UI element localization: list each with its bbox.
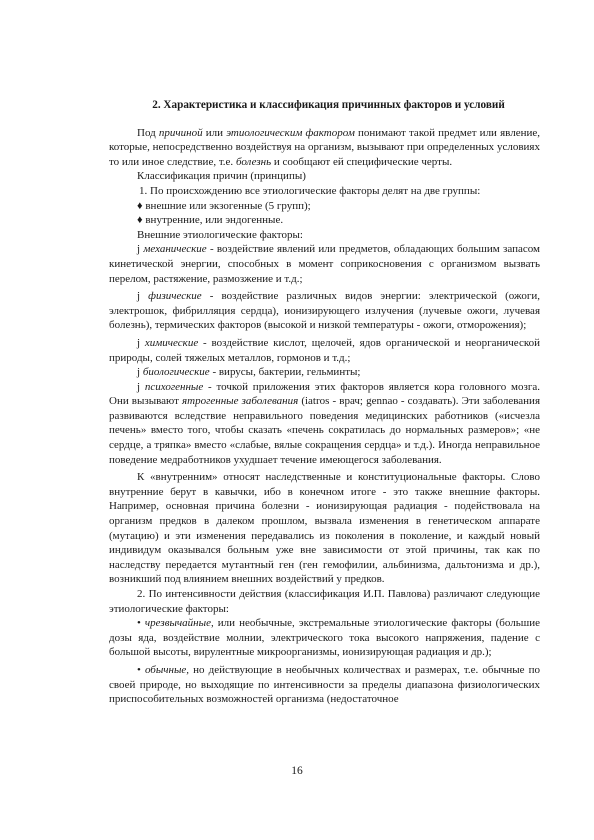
item-mechanical: j механические - воздействие явлений или предметов, обладающих большим запасом кинетической энергии, способных в момент соприкосновения с организмом вызвать перелом, растяжение, размозжение и т.д.; — [109, 243, 540, 285]
definition-paragraph: Под причиной или этиологическим фактором понимают такой предмет или явление, которые, непосредственно воздействуя на организм, вызывают при определенных условиях то или иное следствие, т.е. болезнь и сообщают ей специфические черты. — [109, 126, 540, 168]
item-psychogenic: j психогенные - точкой приложения этих факторов является кора головного мозга. Они вызывают ятрогенные заболевания (iatros - врач; gennao - создавать). Эти заболевания развиваются вследствие неправильного поведения медицинских работников («исчезла печень» вместо того, чтобы сказать «печень сократилась до нормальных размеров»; «не сердце, а тряпка» вместо «слабые, вялые сокращения сердца» и т.д.). Иногда неправильное поведение медработников ухудшает течение имеющегося заболевания. — [109, 380, 541, 466]
bullet-external: ♦ внешние или экзогенные (5 групп); — [137, 199, 311, 212]
term-extreme: чрезвычайные, — [144, 617, 214, 630]
item-marker: j — [137, 243, 144, 256]
item-ordinary: • обычные, но действующие в необычных количествах и размерах, т.е. обычные по своей природе, но выходящие по интенсивности за пределы диапазона физиологических приспособительных возможностей организма (недостаточное — [109, 663, 540, 706]
bullet-marker: • — [137, 617, 145, 630]
classification-heading: Классификация причин (принципы) — [137, 170, 306, 183]
term-iatrogenic: ятрогенные заболевания — [182, 395, 299, 408]
term-psychogenic: психогенные — [144, 380, 204, 393]
page-number: 16 — [291, 765, 303, 777]
item-marker: j — [137, 380, 145, 393]
bullet-marker: • — [137, 663, 145, 676]
term-disease: болезнь — [235, 155, 272, 168]
term-biological: биологические — [142, 366, 210, 379]
page-content — [109, 98, 540, 707]
item-marker: j — [137, 290, 149, 303]
external-heading: Внешние этиологические факторы: — [137, 228, 303, 241]
term-chemical: химические — [144, 336, 199, 349]
term-cause: причиной — [158, 126, 203, 139]
item-marker: j — [137, 366, 143, 379]
section-title: 2. Характеристика и классификация причинных факторов и условий — [152, 99, 505, 111]
item-biological: j биологические - вирусы, бактерии, гельминты; — [137, 366, 361, 379]
item-marker: j — [137, 336, 145, 349]
origin-heading: 1. По происхождению все этиологические факторы делят на две группы: — [139, 184, 481, 197]
internal-factors-paragraph: К «внутренним» относят наследственные и конституциональные факторы. Слово внутренние берут в кавычки, ибо в конечном итоге - это также внешние факторы. Например, основная причина болезни - ионизирующая радиация - подействовала на организм предков в далеком прошлом, вызвала изменения в генетическом аппарате (мутацию) и эти изменения передавались из поколения в поколение, и каждый новый индивидум оказывался больным уже вне зависимости от этой причины, так как по наследству передается мутантный ген (ген гемофилии, альбинизма, дальтонизма и др.), возникший под влиянием внешних воздействий у предков. — [109, 471, 540, 586]
term-ordinary: обычные, — [144, 663, 190, 676]
term-mechanical: механические — [143, 243, 207, 256]
item-extreme: • чрезвычайные, или необычные, экстремальные этиологические факторы (большие дозы яда, воздействие молнии, электрического тока высокого напряжения, падение с большой высоты, вирулентные микроорганизмы, ионизирующая радиация и др.); — [109, 617, 541, 659]
bullet-internal: ♦ внутренние, или эндогенные. — [137, 214, 284, 227]
intensity-paragraph: 2. По интенсивности действия (классификация И.П. Павлова) различают следующие этиологические факторы: — [109, 588, 540, 615]
item-chemical: j химические - воздействие кислот, щелочей, ядов органической и неорганической природы, солей тяжелых металлов, гормонов и т.д.; — [109, 336, 540, 364]
item-physical: j физические - воздействие различных видов энергии: электрической (ожоги, электрошок, фибрилляция сердца), ионизирующего излучения (лучевые ожоги, лучевая болезнь), термических факторов (высокой и низкой температуры - ожоги, отморожения); — [109, 290, 541, 332]
term-physical: физические — [148, 290, 202, 303]
term-etiological-factor: этиологическим фактором — [226, 126, 355, 139]
